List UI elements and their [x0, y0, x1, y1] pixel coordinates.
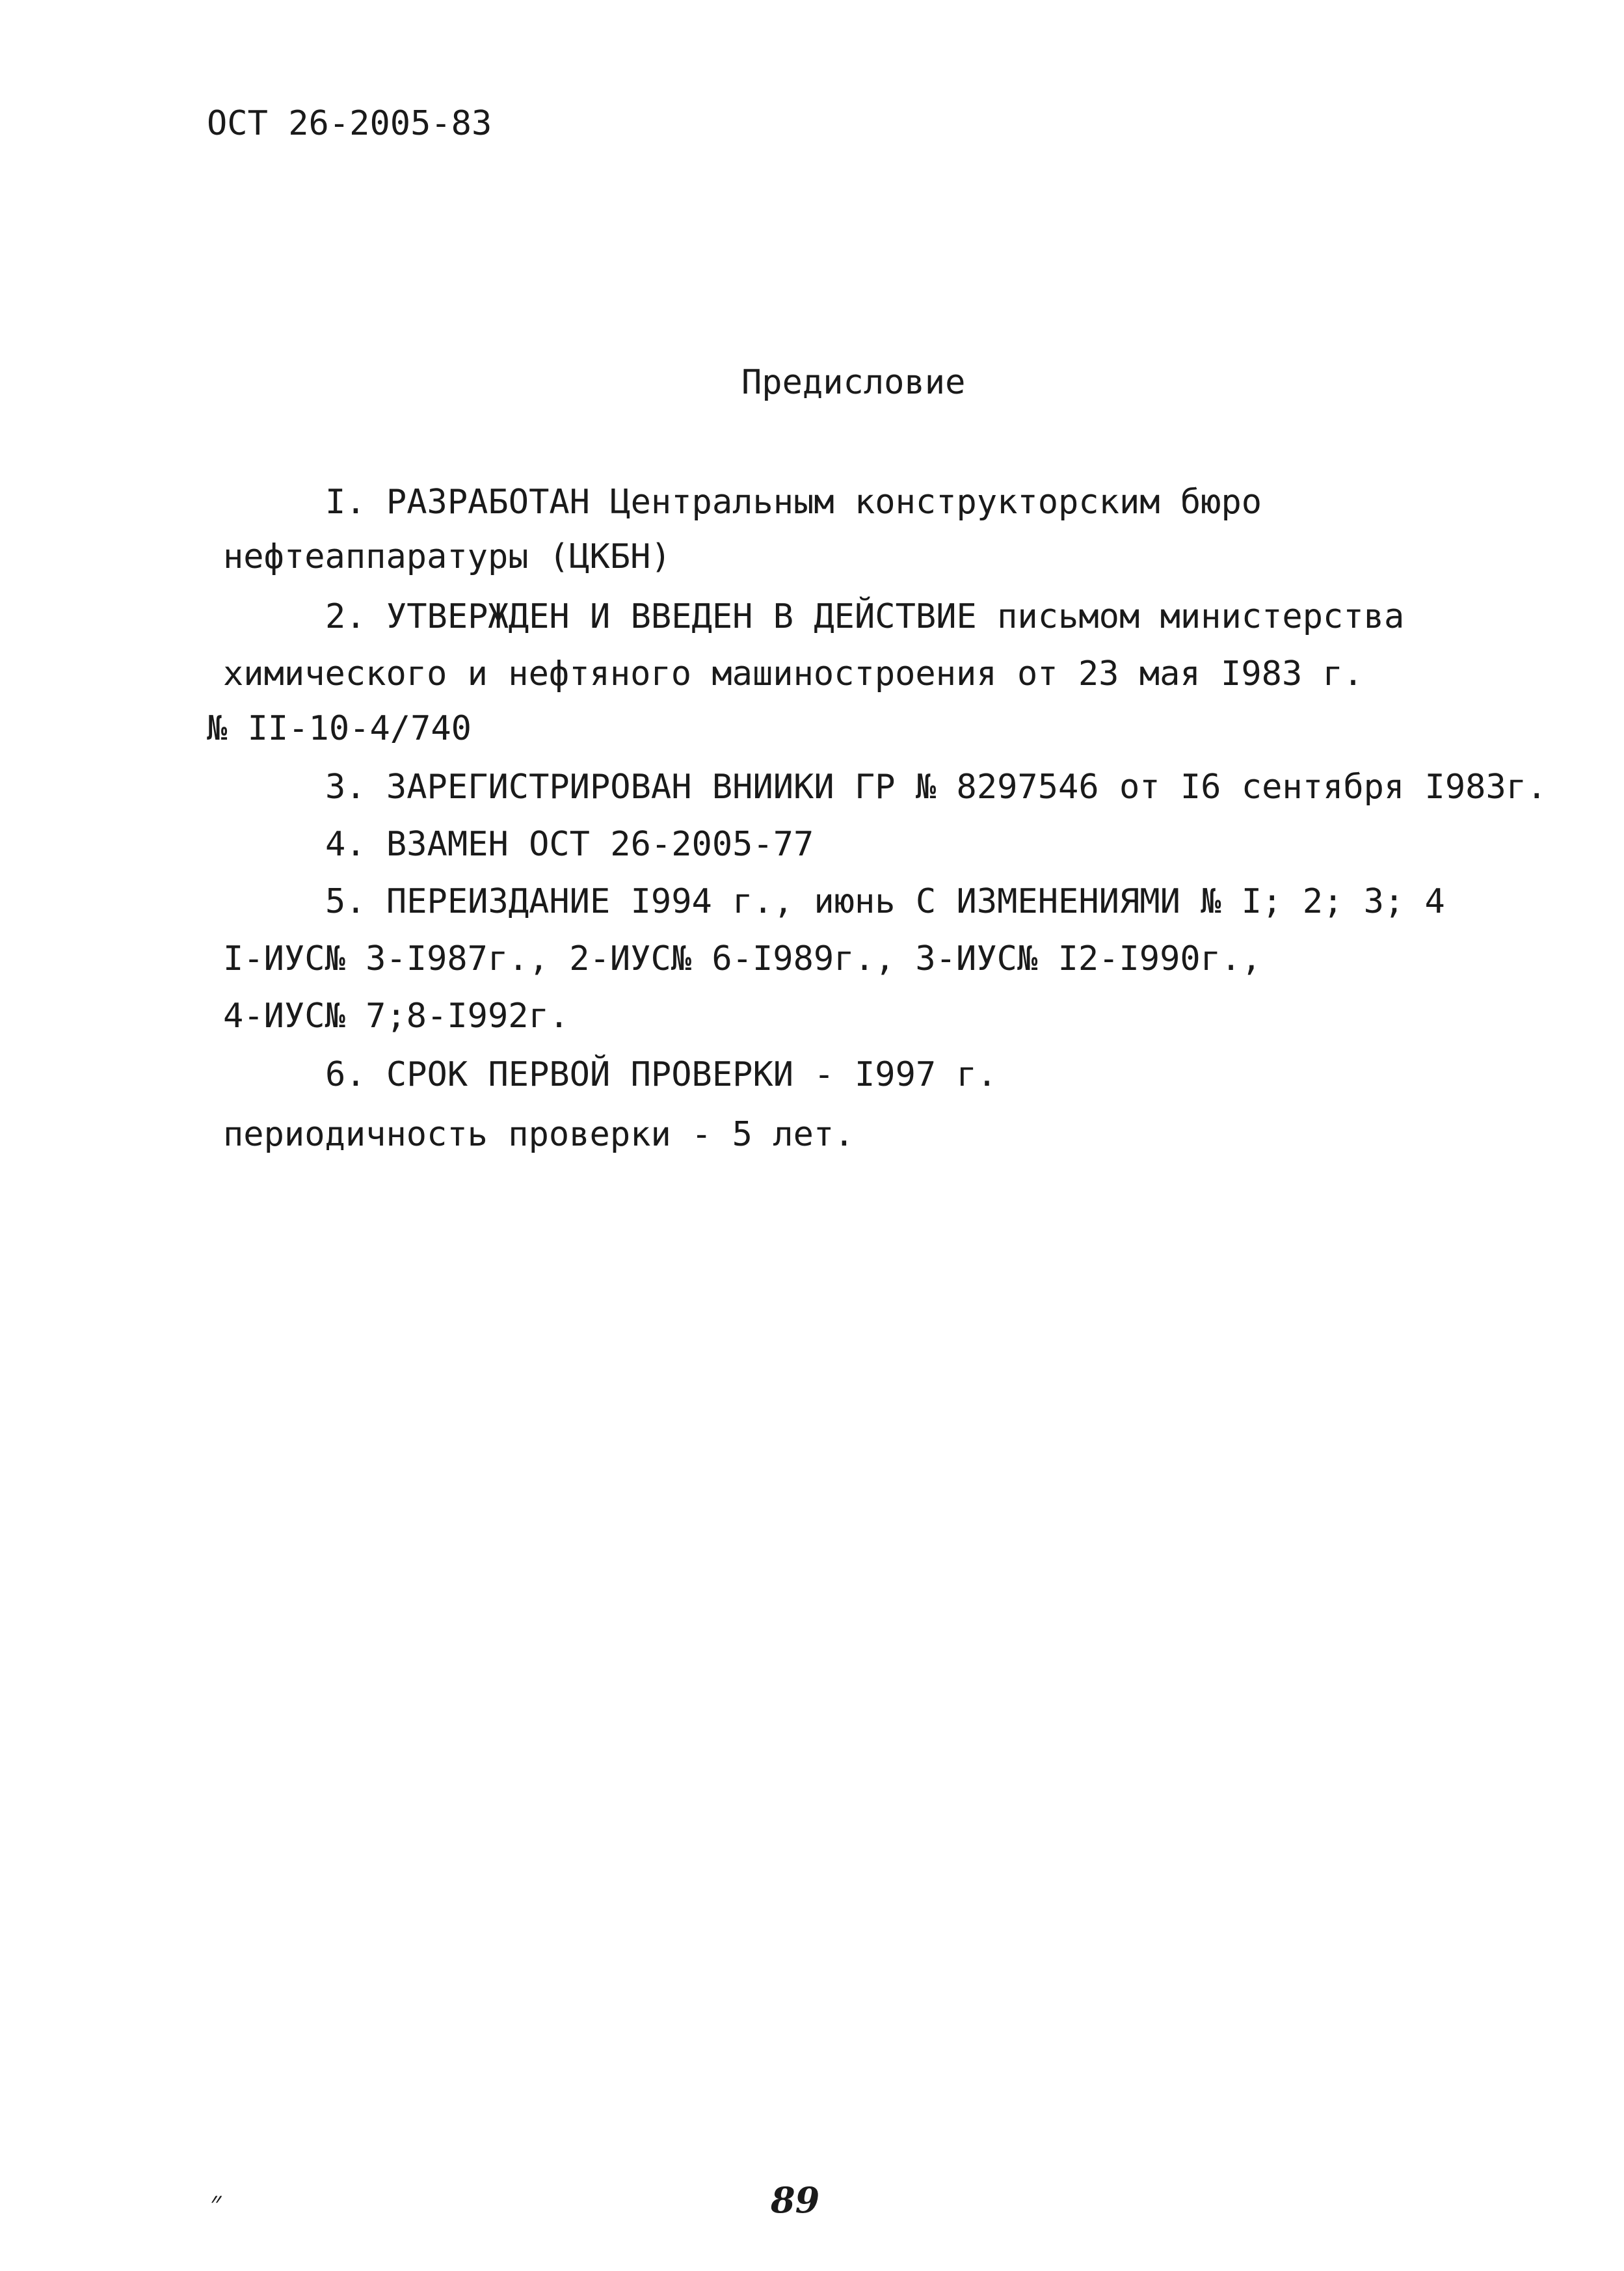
preface-line-12: периодичность проверки - 5 лет.: [223, 1115, 855, 1154]
corner-mark: ״: [210, 2184, 222, 2220]
preface-line-6: 3. ЗАРЕГИСТРИРОВАН ВНИИКИ ГР № 8297546 от I6 сентября I983г.: [325, 768, 1547, 807]
document-code: ОСТ 26-2005-83: [207, 104, 492, 143]
preface-line-9: I-ИУС№ 3-I987г., 2-ИУС№ 6-I989г., 3-ИУС№ I2-I990г.,: [223, 939, 1262, 978]
preface-line-8: 5. ПЕРЕИЗДАНИЕ I994 г., июнь С ИЗМЕНЕНИЯМИ № I; 2; 3; 4: [325, 882, 1445, 921]
section-title: Предисловие: [741, 363, 966, 402]
preface-line-1: I. РАЗРАБОТАН Центральным конструкторским бюро: [325, 483, 1262, 522]
preface-line-11: 6. СРОК ПЕРВОЙ ПРОВЕРКИ - I997 г.: [325, 1055, 998, 1094]
page-number: 89: [771, 2179, 820, 2221]
preface-line-10: 4-ИУС№ 7;8-I992г.: [223, 997, 570, 1036]
preface-line-7: 4. ВЗАМЕН ОСТ 26-2005-77: [325, 825, 814, 864]
preface-line-3: 2. УТВЕРЖДЕН И ВВЕДЕН В ДЕЙСТВИЕ письмом министерства: [325, 597, 1405, 636]
preface-line-2: нефтеаппаратуры (ЦКБН): [223, 537, 671, 576]
preface-line-4: химического и нефтяного машиностроения от 23 мая I983 г.: [223, 654, 1364, 693]
preface-line-5: № II-10-4/740: [207, 709, 472, 748]
